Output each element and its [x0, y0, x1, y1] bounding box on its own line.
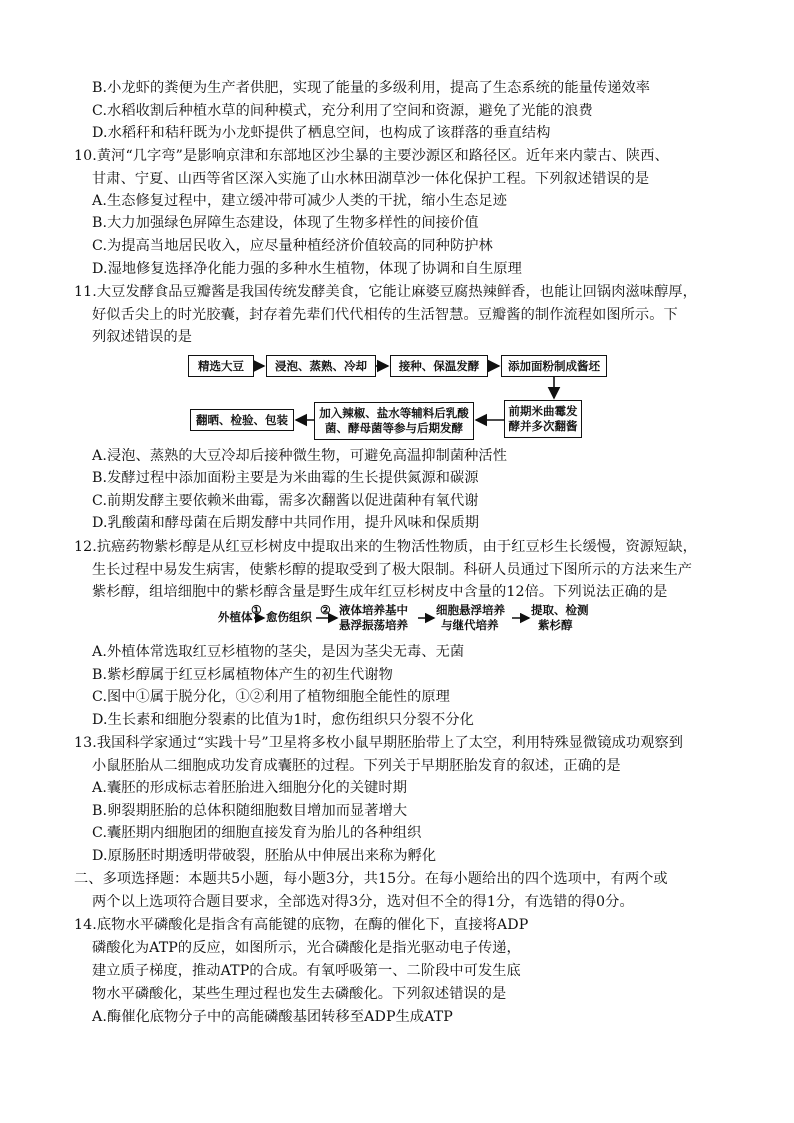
section2-heading-line-2: 两个以上选项符合题目要求，全部选对得3分，选对但不全的得1分，有选错的得0分。	[92, 894, 634, 910]
q14-option-a: A.酶催化底物分子中的高能磷酸基团转移至ADP生成ATP	[92, 1009, 453, 1025]
q11-stem-line-1: 11.大豆发酵食品豆瓣酱是我国传统发酵美食，它能让麻婆豆腐热辣鲜香，也能让回锅肉滋味醇厚，	[74, 284, 697, 300]
flow-step-select-soybean: 精选大豆	[188, 355, 254, 377]
q13-stem-line-2: 小鼠胚胎从二细胞成功发育成囊胚的过程。下列关于早期胚胎发育的叙述，正确的是	[92, 758, 621, 774]
flow-step-early-fermentation: 前期米曲霉发酵并多次翻酱	[504, 400, 582, 438]
q13-option-c: C.囊胚期内细胞团的细胞直接发育为胎儿的各种组织	[92, 825, 422, 841]
q10-option-c: C.为提高当地居民收入，应尽量种植经济价值较高的同种防护林	[92, 238, 493, 254]
q9-option-b: B.小龙虾的粪便为生产者供肥，实现了能量的多级利用，提高了生态系统的能量传递效率	[92, 80, 651, 96]
q11-stem-line-3: 列叙述错误的是	[92, 329, 193, 345]
q10-option-b: B.大力加强绿色屏障生态建设，体现了生物多样性的间接价值	[92, 215, 479, 231]
flow-callus: 愈伤组织	[266, 610, 312, 624]
flow-step-add-flour: 添加面粉制成酱坯	[501, 355, 607, 377]
flow-subculture: 与继代培养	[441, 618, 499, 632]
q11-option-b: B.发酵过程中添加面粉主要是为米曲霉的生长提供氮源和碳源	[92, 470, 479, 486]
q12-option-d: D.生长素和细胞分裂素的比值为1时，愈伤组织只分裂不分化	[92, 712, 474, 728]
q12-stem-line-2: 生长过程中易发生病害，使紫杉醇的提取受到了极大限制。科研人员通过下图所示的方法来生产	[92, 562, 693, 578]
q10-stem-line-2: 甘肃、宁夏、山西等省区深入实施了山水林田湖草沙一体化保护工程。下列叙述错误的是	[92, 171, 650, 187]
q12-option-c: C.图中①属于脱分化，①②利用了植物细胞全能性的原理	[92, 689, 450, 705]
flow-marker-1: ①	[251, 603, 262, 617]
flow-step-soak-steam: 浸泡、蒸熟、冷却	[266, 355, 376, 377]
q10-option-d: D.湿地修复选择净化能力强的多种水生植物，体现了协调和自生原理	[92, 261, 522, 277]
q11-stem-line-2: 好似舌尖上的时光胶囊，封存着先辈们代代相传的生活智慧。豆瓣酱的制作流程如图所示。下	[92, 307, 678, 323]
q10-stem-line-1: 10.黄河“几字弯”是影响京津和东部地区沙尘暴的主要沙源区和路径区。近年来内蒙古、陕西、	[74, 148, 669, 164]
flow-taxol: 紫杉醇	[538, 618, 573, 632]
flow-suspension-culture: 细胞悬浮培养	[436, 603, 505, 617]
q12-option-a: A.外植体常选取红豆杉植物的茎尖，是因为茎尖无毒、无菌	[92, 644, 465, 660]
flow-shaking-culture: 悬浮振荡培养	[339, 618, 408, 632]
q12-option-b: B.紫杉醇属于红豆杉属植物体产生的初生代谢物	[92, 667, 393, 683]
flow-marker-2: ②	[320, 603, 331, 617]
q14-stem-line-4: 物水平磷酸化，某些生理过程也发生去磷酸化。下列叙述错误的是	[92, 986, 507, 1002]
flow-step-late-fermentation: 加入辣椒、盐水等辅料后乳酸菌、酵母菌等参与后期发酵	[314, 402, 474, 440]
flow-liquid-medium: 液体培养基中	[339, 603, 408, 617]
section2-heading-line-1: 二、多项选择题：本题共5小题，每小题3分，共15分。在每小题给出的四个选项中，有两个或	[74, 871, 668, 887]
q11-option-d: D.乳酸菌和酵母菌在后期发酵中共同作用，提升风味和保质期	[92, 515, 480, 531]
q13-option-b: B.卵裂期胚胎的总体积随细胞数目增加而显著增大	[92, 803, 408, 819]
flow-explant: 外植体	[218, 610, 253, 624]
q12-stem-line-1: 12.抗癌药物紫杉醇是从红豆杉树皮中提取出来的生物活性物质，由于红豆杉生长缓慢，资源短缺，	[74, 539, 697, 555]
q12-stem-line-3: 紫杉醇，组培细胞中的紫杉醇含量是野生成年红豆杉树皮中含量的12倍。下列说法正确的是	[92, 584, 668, 600]
q11-option-a: A.浸泡、蒸熟的大豆冷却后接种微生物，可避免高温抑制菌种活性	[92, 448, 508, 464]
flow-step-package: 翻晒、检验、包装	[190, 409, 294, 431]
q9-option-c: C.水稻收割后种植水草的间种模式，充分利用了空间和资源，避免了光能的浪费	[92, 103, 593, 119]
q10-option-a: A.生态修复过程中，建立缓冲带可减少人类的干扰，缩小生态足迹	[92, 193, 508, 209]
q14-stem-line-2: 磷酸化为ATP的反应，如图所示，光合磷酸化是指光驱动电子传递，	[92, 940, 521, 956]
q9-option-d: D.水稻秆和秸秆既为小龙虾提供了栖息空间，也构成了该群落的垂直结构	[92, 125, 551, 141]
flow-step-inoculate: 接种、保温发酵	[390, 355, 488, 377]
q11-option-c: C.前期发酵主要依赖米曲霉，需多次翻酱以促进菌种有氧代谢	[92, 493, 479, 509]
q13-option-d: D.原肠胚时期透明带破裂，胚胎从中伸展出来称为孵化	[92, 848, 437, 864]
flow-extract-detect: 提取、检测	[531, 603, 589, 617]
q13-option-a: A.囊胚的形成标志着胚胎进入细胞分化的关键时期	[92, 780, 407, 796]
q13-stem-line-1: 13.我国科学家通过“实践十号”卫星将多枚小鼠早期胚胎带上了太空，利用特殊显微镜成功观察到	[74, 735, 684, 751]
q14-stem-line-3: 建立质子梯度，推动ATP的合成。有氧呼吸第一、二阶段中可发生底	[92, 963, 521, 979]
q14-stem-line-1: 14.底物水平磷酸化是指含有高能键的底物，在酶的催化下，直接将ADP	[74, 917, 529, 933]
